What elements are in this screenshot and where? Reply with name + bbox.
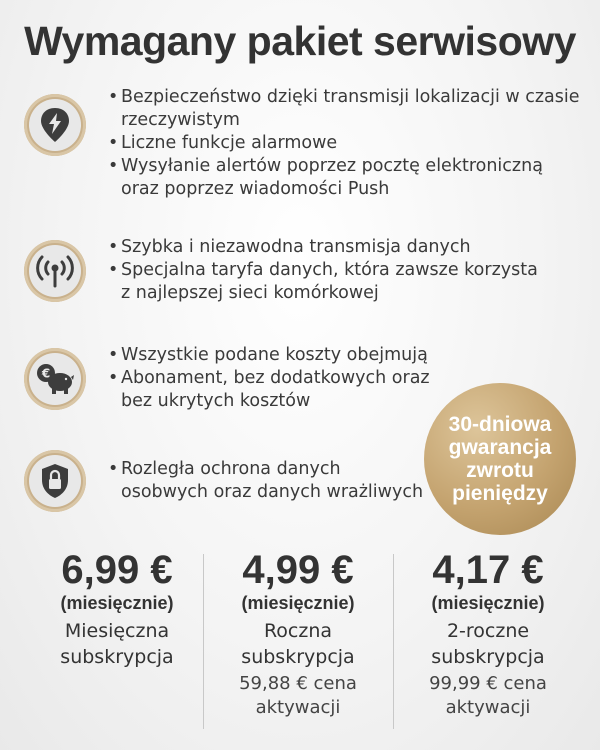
plan-name: 2-roczne subskrypcja: [431, 620, 545, 668]
feature-bullet: • Abonament, bez dodatkowych oraz bez ukrytych kosztów: [108, 367, 438, 413]
plan-two-year: [393, 548, 583, 720]
pricing-section: [0, 548, 600, 738]
plan-period: (miesięcznie): [241, 593, 355, 613]
activation-fee: 99,99 € cena aktywacji: [429, 673, 547, 718]
feature-location: [24, 86, 584, 199]
plan-yearly: [203, 548, 393, 720]
feature-connectivity: [24, 236, 584, 306]
money-back-guarantee-badge: [424, 383, 576, 535]
antenna-signal-icon: [36, 254, 74, 288]
feature-bullet: • Specjalna taryfa danych, która zawsze korzysta z najlepszej sieci komórkowej: [108, 259, 541, 305]
plan-name: Miesięczna subskrypcja: [60, 620, 174, 668]
antenna-signal-icon-badge: [24, 240, 86, 302]
lock-shield-icon-badge: [24, 450, 86, 512]
feature-bullet: • Wszystkie podane koszty obejmują: [108, 344, 438, 367]
feature-bullet: • Wysyłanie alertów poprzez pocztę elektroniczną oraz poprzez wiadomości Push: [108, 155, 586, 201]
plan-name: Roczna subskrypcja: [241, 620, 355, 668]
feature-bullet: • Rozległa ochrona danych osobwych oraz danych wrażliwych: [108, 458, 428, 504]
feature-bullet: • Szybka i niezawodna transmisja danych: [108, 236, 578, 259]
lock-shield-icon: [40, 463, 70, 499]
plan-price: 4,17 €: [432, 548, 544, 592]
euro-piggy-bank-icon-badge: [24, 348, 86, 410]
plan-period: (miesięcznie): [431, 593, 545, 613]
guarantee-text: 30-dniowa gwarancja zwrotu pieniędzy: [448, 413, 552, 505]
feature-bullet: • Bezpieczeństwo dzięki transmisji lokalizacji w czasie rzeczywistym: [108, 86, 586, 132]
activation-fee: 59,88 € cena aktywacji: [239, 673, 357, 718]
svg-text:€: €: [41, 366, 51, 381]
location-shield-icon: [38, 107, 72, 143]
plan-price: 4,99 €: [242, 548, 354, 592]
plan-price: 6,99 €: [61, 548, 173, 592]
feature-bullet: • Liczne funkcje alarmowe: [108, 132, 586, 155]
euro-piggy-bank-icon: [35, 362, 75, 396]
location-shield-icon-badge: [24, 94, 86, 156]
page-title: Wymagany pakiet serwisowy: [24, 18, 576, 64]
plan-monthly: [22, 548, 212, 670]
plan-period: (miesięcznie): [60, 593, 174, 613]
